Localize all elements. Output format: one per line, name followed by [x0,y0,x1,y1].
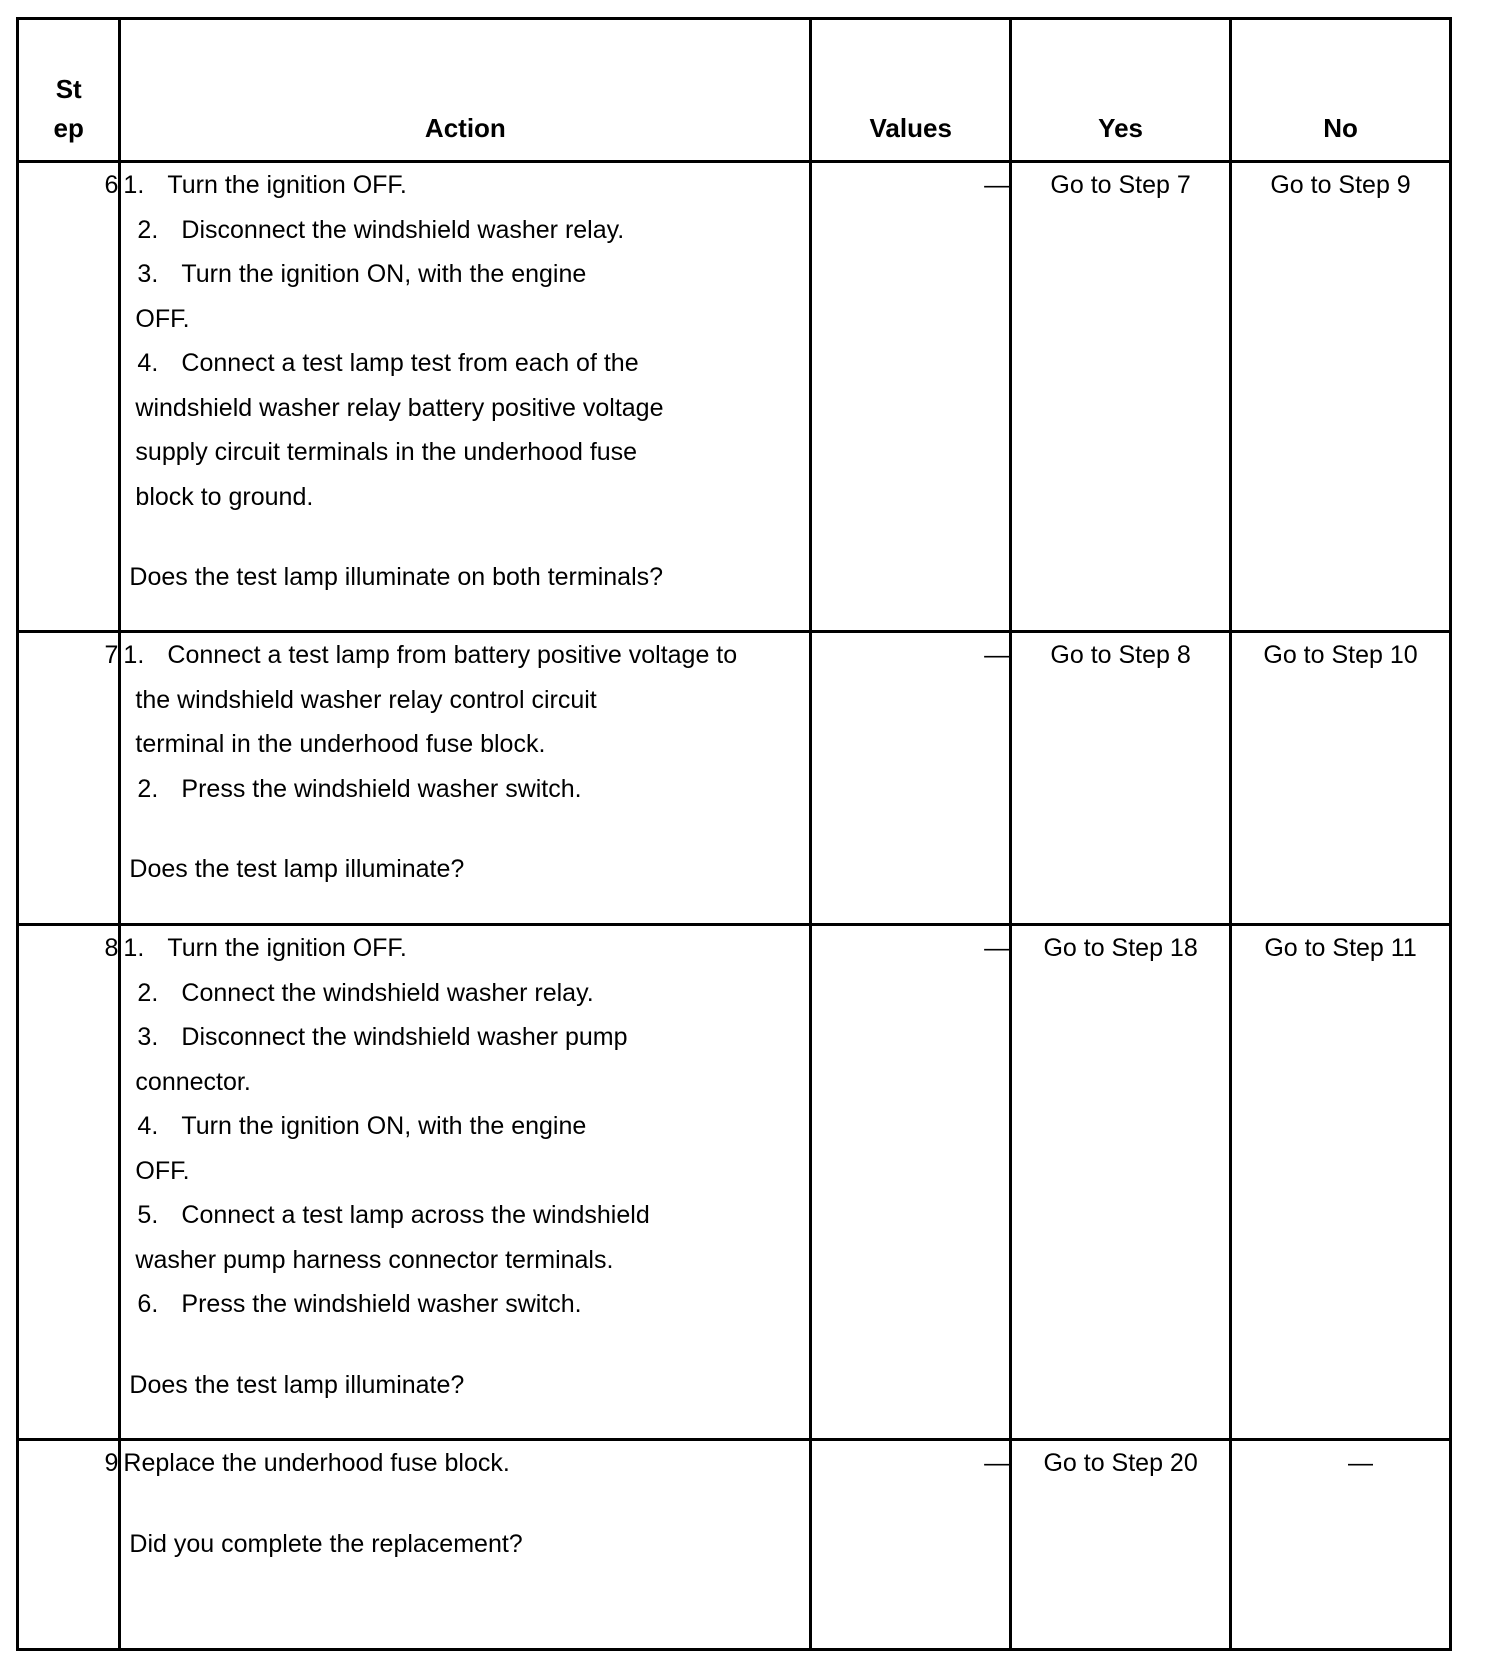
yes-cell: Go to Step 7 [1011,162,1231,632]
action-item: 3. Turn the ignition ON, with the engine [137,260,587,288]
no-cell: Go to Step 10 [1231,632,1451,925]
yes-cell: Go to Step 8 [1011,632,1231,925]
action-item-continuation: OFF. [135,304,190,333]
action-item-continuation: supply circuit terminals in the underhood fuse [135,438,638,466]
action-item: 5. Connect a test lamp across the windshield [137,1201,650,1229]
step-number: 8 [18,925,120,1440]
action-item: 3. Disconnect the windshield washer pump [137,1023,628,1051]
action-item-continuation: OFF. [135,1156,190,1185]
action-cell [120,925,811,1440]
values-cell: — [811,162,1011,632]
table-row-step-6 [18,162,1451,632]
action-item: 2. Disconnect the windshield washer relay. [137,215,625,244]
header-action: Action [120,19,811,162]
action-item: 2. Press the windshield washer switch. [137,774,582,803]
action-item: 1. Turn the ignition OFF. [123,171,407,199]
header-step [18,19,120,162]
table-row-step-7 [18,632,1451,925]
step-number: 6 [18,162,120,632]
yes-cell: Go to Step 20 [1011,1440,1231,1650]
action-item-continuation: terminal in the underhood fuse block. [135,730,546,758]
diagnostic-table [16,17,1452,1651]
values-cell: — [811,925,1011,1440]
step-number: 9 [18,1440,120,1650]
action-item: 6. Press the windshield washer switch. [137,1290,582,1318]
action-item-continuation: block to ground. [135,482,314,511]
yes-cell: Go to Step 18 [1011,925,1231,1440]
action-item-continuation: connector. [135,1067,251,1096]
table-row-step-8 [18,925,1451,1440]
action-item: 4. Turn the ignition ON, with the engine [137,1112,587,1140]
action-item: 4. Connect a test lamp test from each of the [137,349,639,377]
values-cell: — [811,1440,1011,1650]
action-item: 1. Turn the ignition OFF. [123,934,407,962]
step-number: 7 [18,632,120,925]
header-no: No [1231,19,1451,162]
header-values: Values [811,19,1011,162]
table-row-step-9 [18,1440,1451,1650]
header-yes: Yes [1011,19,1231,162]
action-cell [120,162,811,632]
action-item-continuation: the windshield washer relay control circuit [135,685,597,714]
values-cell: — [811,632,1011,925]
action-question: Does the test lamp illuminate on both terminals? [129,563,664,591]
action-item-continuation: washer pump harness connector terminals. [135,1245,614,1274]
no-cell: — [1231,1440,1451,1650]
action-cell [120,1440,811,1650]
action-item: 1. Connect a test lamp from battery positive voltage to [123,641,738,669]
action-question: Does the test lamp illuminate? [129,855,465,883]
table-header-row [18,19,1451,162]
action-question: Did you complete the replacement? [129,1529,523,1558]
action-item-continuation: windshield washer relay battery positive voltage [135,393,664,422]
header-step-line1: St [55,74,82,104]
action-item: 2. Connect the windshield washer relay. [137,978,594,1007]
header-step-line2: ep [53,113,84,143]
action-instruction: Replace the underhood fuse block. [123,1449,510,1477]
action-question: Does the test lamp illuminate? [129,1370,465,1399]
no-cell: Go to Step 11 [1231,925,1451,1440]
action-cell [120,632,811,925]
no-cell: Go to Step 9 [1231,162,1451,632]
